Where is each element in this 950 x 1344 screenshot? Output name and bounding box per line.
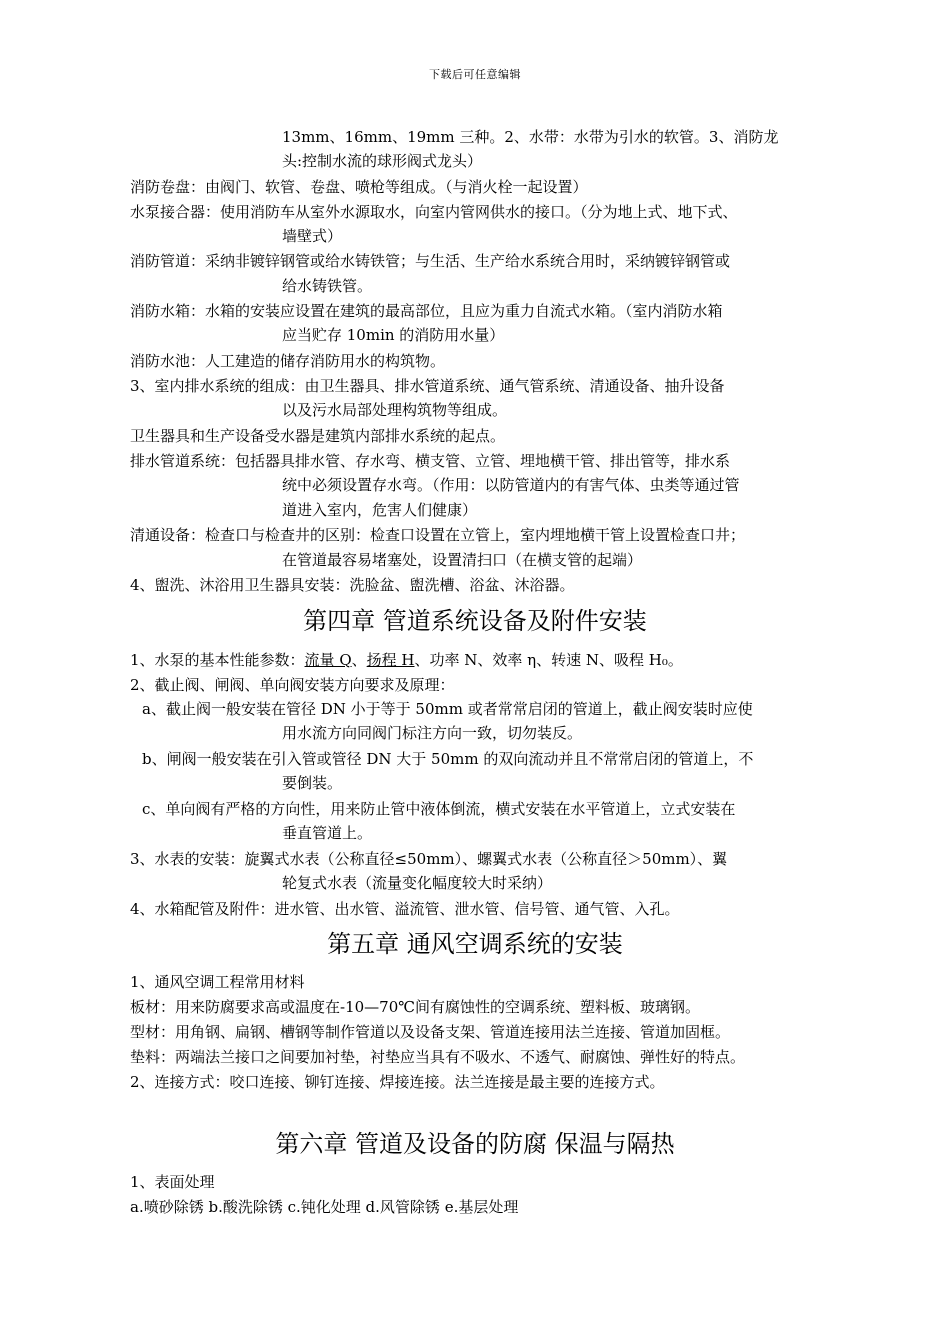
text-line: 13mm、16mm、19mm 三种。2、水带：水带为引水的软管。3、消防龙 [282, 128, 779, 146]
chapter-heading: 第四章 管道系统设备及附件安装 [303, 607, 647, 635]
text-line: 墙壁式） [282, 227, 343, 245]
text-line: 消防水池：人工建造的储存消防用水的构筑物。 [130, 352, 446, 370]
text-line: 1、通风空调工程常用材料 [130, 973, 305, 991]
text-line: 应当贮存 10min 的消防用水量） [282, 326, 505, 344]
text-line: 3、室内排水系统的组成：由卫生器具、排水管道系统、通气管系统、清通设备、抽升设备 [130, 377, 725, 395]
text-line: 型材：用角钢、扁钢、槽钢等制作管道以及设备支架、管道连接用法兰连接、管道加固框。 [130, 1023, 731, 1041]
text-line: 消防卷盘：由阀门、软管、卷盘、喷枪等组成。（与消火栓一起设置） [130, 178, 588, 196]
text-line: a.喷砂除锈 b.酸洗除锈 c.钝化处理 d.风管除锈 e.基层处理 [130, 1198, 519, 1216]
text-line: 排水管道系统：包括器具排水管、存水弯、横支管、立管、埋地横干管、排出管等，排水系 [130, 452, 731, 470]
text-fragment: 1、水泵的基本性能参数： [130, 651, 305, 669]
text-line: 要倒装。 [282, 774, 343, 792]
text-fragment: 、功率 N、效率 η、转速 N、吸程 H₀。 [414, 651, 683, 669]
text-line: 卫生器具和生产设备受水器是建筑内部排水系统的起点。 [130, 427, 506, 445]
text-line: 道进入室内，危害人们健康） [282, 501, 478, 519]
text-line: 消防管道：采纳非镀锌钢管或给水铸铁管；与生活、生产给水系统合用时，采纳镀锌钢管或 [130, 252, 731, 270]
text-line: 2、连接方式：咬口连接、铆钉连接、焊接连接。法兰连接是最主要的连接方式。 [130, 1073, 665, 1091]
text-line: 板材：用来防腐要求高或温度在-10—70℃间有腐蚀性的空调系统、塑料板、玻璃钢。 [130, 998, 701, 1016]
chapter-heading: 第六章 管道及设备的防腐 保温与隔热 [275, 1130, 675, 1158]
text-line: 用水流方向同阀门标注方向一致，切勿装反。 [282, 724, 583, 742]
text-line [130, 650, 683, 670]
text-line: 在管道最容易堵塞处，设置清扫口（在横支管的起端） [282, 551, 643, 569]
text-line: 统中必须设置存水弯。（作用：以防管道内的有害气体、虫类等通过管 [282, 476, 740, 494]
text-line: 垂直管道上。 [282, 824, 373, 842]
underlined-term: 流量 Q [304, 651, 352, 669]
text-line: 以及污水局部处理构筑物等组成。 [282, 401, 508, 419]
page-header: 下载后可任意编辑 [429, 68, 521, 81]
chapter-heading: 第五章 通风空调系统的安装 [327, 930, 623, 958]
text-line: 2、截止阀、闸阀、单向阀安装方向要求及原理： [130, 676, 455, 694]
text-line: 垫料：两端法兰接口之间要加衬垫，衬垫应当具有不吸水、不透气、耐腐蚀、弹性好的特点。 [130, 1048, 746, 1066]
text-line: 消防水箱：水箱的安装应设置在建筑的最高部位，且应为重力自流式水箱。（室内消防水箱 [130, 302, 723, 320]
text-fragment: 、 [351, 651, 367, 669]
text-line: 4、盥洗、沐浴用卫生器具安装：洗脸盆、盥洗槽、浴盆、沐浴器。 [130, 576, 575, 594]
text-line: c、单向阀有严格的方向性，用来防止管中液体倒流，横式安装在水平管道上，立式安装在 [142, 800, 736, 818]
text-line: 1、表面处理 [130, 1173, 215, 1191]
text-line: 给水铸铁管。 [282, 277, 373, 295]
text-line: 4、水箱配管及附件：进水管、出水管、溢流管、泄水管、信号管、通气管、入孔。 [130, 900, 680, 918]
text-line: 轮复式水表（流量变化幅度较大时采纳） [282, 874, 553, 892]
text-line: 水泵接合器：使用消防车从室外水源取水，向室内管网供水的接口。（分为地上式、地下式、 [130, 203, 738, 221]
text-line: a、截止阀一般安装在管径 DN 小于等于 50mm 或者常常启闭的管道上，截止阀安装时应使 [142, 700, 753, 718]
text-line: 3、水表的安装：旋翼式水表（公称直径≤50mm）、螺翼式水表（公称直径＞50mm）、翼 [130, 850, 728, 868]
text-line: 清通设备：检查口与检查井的区别：检查口设置在立管上，室内埋地横干管上设置检查口井； [130, 526, 746, 544]
underlined-term: 扬程 H [366, 651, 415, 669]
text-line: 头:控制水流的球形阀式龙头） [282, 152, 483, 170]
text-line: b、闸阀一般安装在引入管或管径 DN 大于 50mm 的双向流动并且不常常启闭的管道上，不 [142, 750, 754, 768]
